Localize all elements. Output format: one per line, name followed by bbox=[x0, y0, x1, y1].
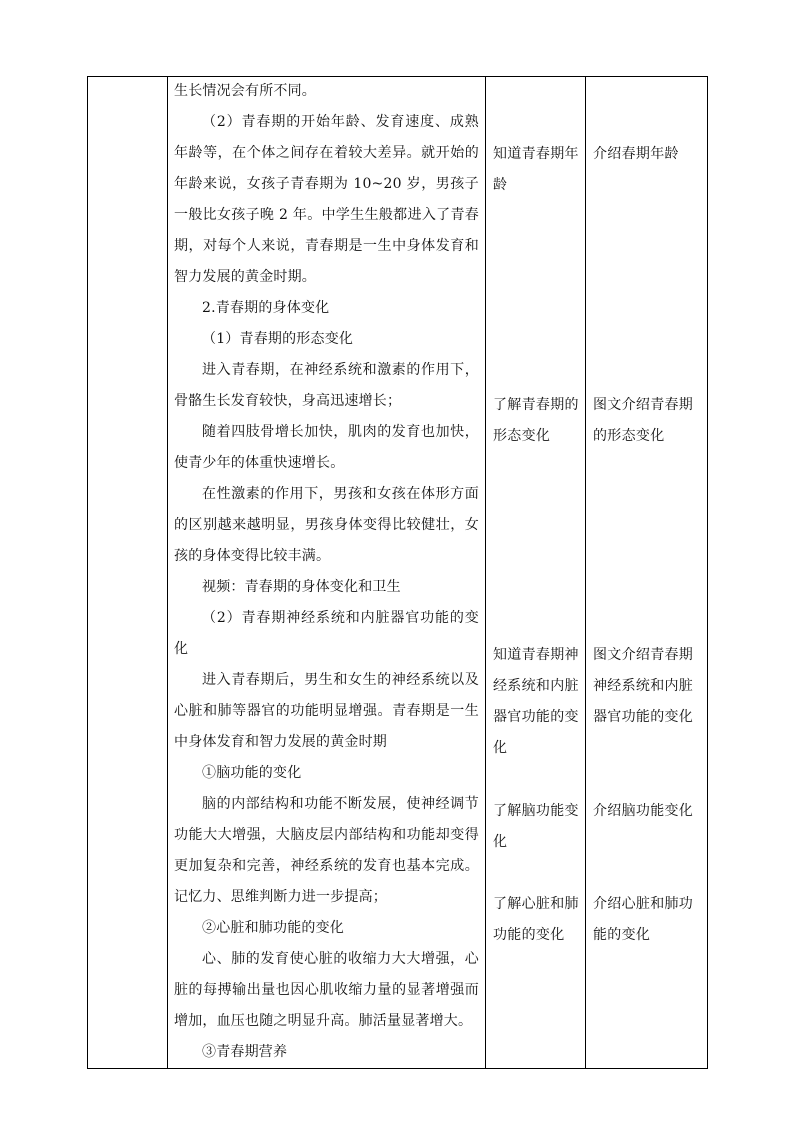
content-paragraph: （2）青春期的开始年龄、发育速度、成熟年龄等，在个体之间存在着较大差异。就开始的年龄来说，女孩子青春期为 10~20 岁，男孩子一般比女孩子晚 2 年。中学生生般都进入了青春期，对每个人来说，青春期是一生中身体发育和智力发展的黄金时期。 bbox=[174, 114, 479, 285]
content-paragraph: 在性激素的作用下，男孩和女孩在体形方面的区别越来越明显，男孩身体变得比较健壮，女孩的身体变得比较丰满。 bbox=[174, 486, 479, 564]
lesson-plan-table bbox=[87, 76, 708, 1069]
content-paragraph: 心、肺的发育使心脏的收缩力大大增强，心脏的每搏输出量也因心肌收缩力量的显著增强而增加，血压也随之明显升高。肺活量显著增大。 bbox=[174, 951, 479, 1029]
table-row bbox=[88, 77, 708, 1069]
video-note: 视频：青春期的身体变化和卫生 bbox=[202, 579, 401, 595]
item-heading: ①脑功能的变化 bbox=[202, 765, 302, 781]
teaching-content-cell bbox=[168, 77, 486, 1069]
student-activity-cell bbox=[486, 77, 586, 1069]
student-activity-text: 知道青春期年龄 bbox=[493, 146, 579, 193]
item-heading: ③青春期营养 bbox=[202, 1044, 288, 1060]
empty-left-cell bbox=[88, 77, 168, 1069]
student-activity-text: 了解青春期的形态变化 bbox=[493, 397, 579, 444]
item-heading: ②心脏和肺功能的变化 bbox=[202, 920, 344, 936]
student-activity-text: 了解脑功能变化 bbox=[493, 803, 579, 850]
content-paragraph: 脑的内部结构和功能不断发展，使神经调节功能大大增强，大脑皮层内部结构和功能却变得更加复杂和完善，神经系统的发育也基本完成。记忆力、思维判断力进一步提高； bbox=[174, 796, 479, 905]
design-intent-cell bbox=[586, 77, 708, 1069]
student-activity-text: 知道青春期神经系统和内脏器官功能的变化 bbox=[493, 647, 579, 756]
section-heading: 2.青春期的身体变化 bbox=[202, 300, 330, 316]
design-intent-text: 介绍春期年龄 bbox=[593, 146, 679, 162]
subsection-heading: （2）青春期神经系统和内脏器官功能的变化 bbox=[174, 610, 479, 657]
design-intent-text: 图文介绍青春期神经系统和内脏器官功能的变化 bbox=[593, 647, 694, 725]
design-intent-text: 介绍脑功能变化 bbox=[593, 803, 694, 819]
content-paragraph: 进入青春期，在神经系统和激素的作用下，骨骼生长发育较快，身高迅速增长； bbox=[174, 362, 479, 409]
subsection-heading: （1）青春期的形态变化 bbox=[202, 331, 354, 347]
design-intent-text: 介绍心脏和肺功能的变化 bbox=[593, 896, 694, 943]
content-paragraph: 生长情况会有所不同。 bbox=[174, 83, 316, 99]
content-paragraph: 随着四肢骨增长加快，肌肉的发育也加快，使青少年的体重快速增长。 bbox=[174, 424, 479, 471]
design-intent-text: 图文介绍青春期的形态变化 bbox=[593, 397, 694, 444]
student-activity-text: 了解心脏和肺功能的变化 bbox=[493, 896, 579, 943]
content-paragraph: 进入青春期后，男生和女生的神经系统以及心脏和肺等器官的功能明显增强。青春期是一生中身体发育和智力发展的黄金时期 bbox=[174, 672, 479, 750]
